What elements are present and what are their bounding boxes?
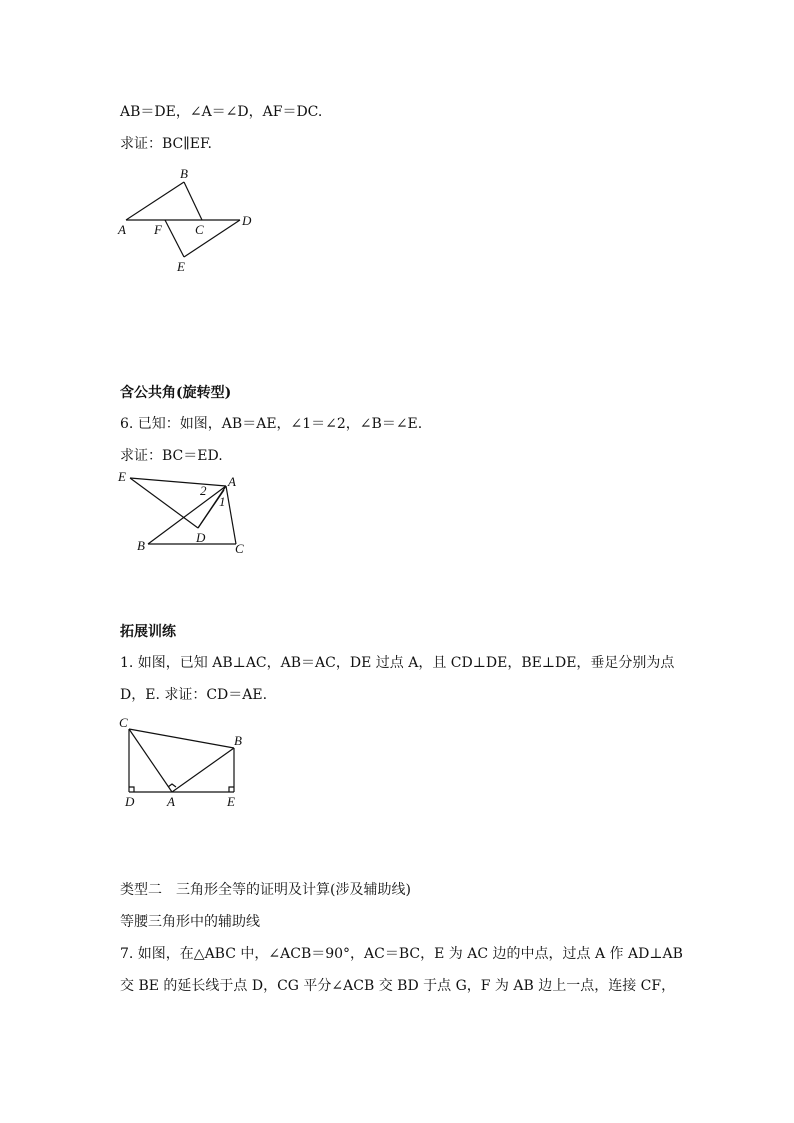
label-e: E xyxy=(177,259,185,274)
segment-ab xyxy=(126,182,184,220)
segment-ac xyxy=(226,486,236,544)
label-c: C xyxy=(235,541,244,556)
label-b: B xyxy=(234,733,242,748)
section-heading-common-angle: 含公共角(旋转型) xyxy=(120,385,232,401)
label-d: D xyxy=(242,213,252,228)
label-a: A xyxy=(228,474,236,489)
label-f: F xyxy=(154,222,162,237)
text-line-1: AB＝DE，∠A＝∠D，AF＝DC. xyxy=(120,104,323,120)
right-angle-mark-a xyxy=(168,784,176,787)
label-angle-2: 2 xyxy=(200,483,207,498)
figure-2-diagram xyxy=(118,468,258,558)
right-angle-mark-d xyxy=(129,787,134,792)
label-b: B xyxy=(137,538,145,553)
segment-fe xyxy=(165,220,184,257)
extension-problem-1-line-2: D，E. 求证：CD＝AE. xyxy=(120,687,268,703)
label-d: D xyxy=(125,794,135,809)
label-e: E xyxy=(118,469,126,484)
problem-6-statement: 6. 已知：如图，AB＝AE，∠1＝∠2，∠B＝∠E. xyxy=(120,416,423,432)
right-angle-mark-e xyxy=(229,787,234,792)
label-a: A xyxy=(118,222,126,237)
segment-bc xyxy=(184,182,202,220)
segment-ca xyxy=(129,729,172,792)
segment-ed xyxy=(184,220,240,257)
label-c: C xyxy=(119,715,128,730)
segment-ab xyxy=(172,748,234,792)
extension-problem-1-line-1: 1. 如图，已知 AB⊥AC，AB＝AC，DE 过点 A，且 CD⊥DE，BE⊥DE，垂足分别为点 xyxy=(120,655,675,671)
problem-7-line-2: 交 BE 的延长线于点 D，CG 平分∠ACB 交 BD 于点 G，F 为 AB 边上一点，连接 CF， xyxy=(120,978,676,994)
problem-7-line-1: 7. 如图，在△ABC 中，∠ACB＝90°，AC＝BC，E 为 AC 边的中点，过点 A 作 AD⊥AB xyxy=(120,946,683,962)
label-angle-1: 1 xyxy=(219,494,226,509)
isosceles-auxiliary-heading: 等腰三角形中的辅助线 xyxy=(120,914,260,930)
problem-6-prove: 求证：BC＝ED. xyxy=(120,448,223,464)
label-a: A xyxy=(167,794,175,809)
figure-1-diagram xyxy=(118,165,268,280)
segment-ed xyxy=(130,478,198,528)
label-b: B xyxy=(180,166,188,181)
label-c: C xyxy=(195,222,204,237)
segment-ea xyxy=(130,478,226,486)
label-d: D xyxy=(196,530,206,545)
text-line-2: 求证：BC∥EF. xyxy=(120,136,212,152)
segment-ba xyxy=(148,486,226,544)
figure-3-diagram xyxy=(116,712,256,812)
label-e: E xyxy=(227,794,235,809)
type-2-heading: 类型二 三角形全等的证明及计算(涉及辅助线) xyxy=(120,882,411,898)
section-heading-extension: 拓展训练 xyxy=(120,624,176,640)
segment-cb xyxy=(129,729,234,748)
